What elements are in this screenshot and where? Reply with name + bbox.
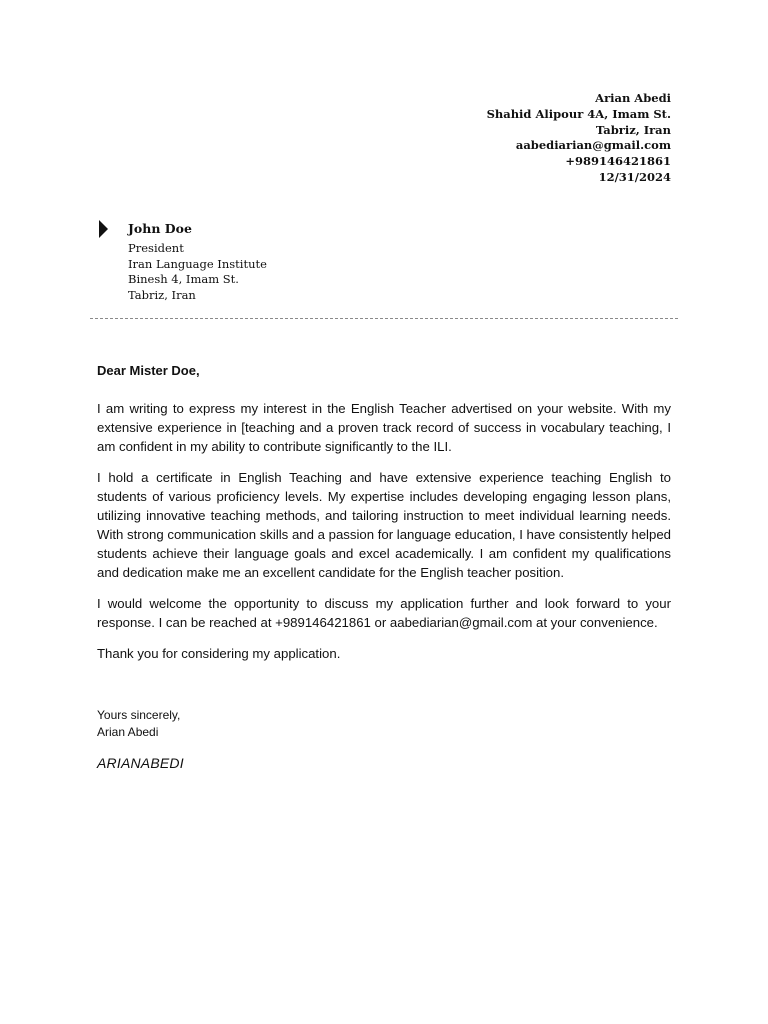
sender-address-line1: Shahid Alipour 4A, Imam St. <box>486 106 671 121</box>
recipient-address-line1: Binesh 4, Imam St. <box>128 272 239 287</box>
recipient-organization: Iran Language Institute <box>128 256 267 271</box>
paragraph-intro: I am writing to express my interest in the English Teacher advertised on your website. With my extensive experience in [teaching and a proven track record of success in vocabulary teaching, I am confident in my ability to contribute significantly to the ILI. <box>97 401 671 454</box>
triangle-right-icon <box>99 220 108 238</box>
recipient-address-line2: Tabriz, Iran <box>128 288 196 303</box>
paragraph-contact: I would welcome the opportunity to discuss my application further and look forward to your response. I can be reached at +989146421861 or aabediarian@gmail.com at your convenience. <box>97 596 671 630</box>
sender-phone: +989146421861 <box>565 154 671 169</box>
section-divider <box>90 318 678 319</box>
sender-address-line2: Tabriz, Iran <box>595 122 671 137</box>
sender-block <box>487 91 671 186</box>
letter-date: 12/31/2024 <box>598 169 671 184</box>
recipient-name: John Doe <box>128 221 192 236</box>
paragraph-thanks: Thank you for considering my application. <box>97 646 341 661</box>
letter-body <box>97 361 671 675</box>
recipient-block <box>128 221 267 304</box>
closing-phrase: Yours sincerely, <box>97 708 181 722</box>
closing-block <box>97 707 180 741</box>
recipient-title: President <box>128 240 184 255</box>
closing-name: Arian Abedi <box>97 725 159 739</box>
signature: ARIANABEDI <box>97 755 184 771</box>
salutation: Dear Mister Doe, <box>97 363 200 378</box>
sender-name: Arian Abedi <box>595 91 671 105</box>
sender-email: aabediarian@gmail.com <box>515 138 671 153</box>
paragraph-qualifications: I hold a certificate in English Teaching and have extensive experience teaching English to students of various proficiency levels. My expertise includes developing engaging lesson plans, utilizing innovative teaching methods, and tailoring instruction to meet individual learning needs. With strong communication skills and a passion for language education, I have consistently helped students achieve their language goals and excel academically. I am confident my qualifications and dedication make me an excellent candidate for the English teacher position. <box>97 470 671 580</box>
